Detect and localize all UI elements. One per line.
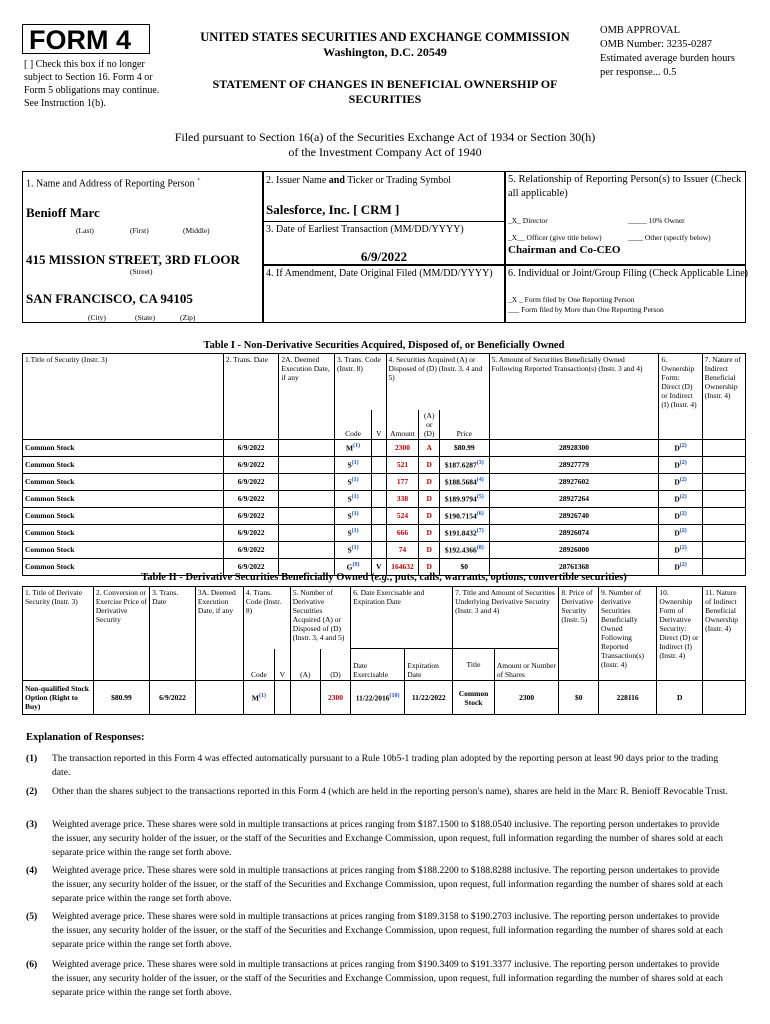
t1-code: $S^{(1)}$ bbox=[335, 507, 372, 524]
t1-v bbox=[372, 524, 386, 541]
t1-title: Common Stock bbox=[23, 456, 224, 473]
t1-code: $S^{(1)}$ bbox=[335, 473, 372, 490]
footnote-text: Weighted average price. These shares were sold in multiple transactions at prices ranging from $190.3409 to $191.3377 inclusive. The reporting person undertakes to provide the issuer, any security holder of the issuer, or the staff of the Securities and Exchange Commission, upon request, full information regarding the number of shares sold at each separate price within the range set forth above. bbox=[52, 959, 723, 998]
footnote-number: (4) bbox=[26, 865, 38, 876]
table1-row bbox=[23, 490, 746, 507]
t1-h2a: 2A. Deemed Execution Date, if any bbox=[279, 354, 335, 440]
t1-date: 6/9/2022 bbox=[223, 507, 279, 524]
explanation-item bbox=[26, 752, 738, 782]
explanation-item bbox=[26, 864, 738, 908]
t1-h4: 4. Securities Acquired (A) or Disposed of (D) (Instr. 3, 4 and 5) bbox=[386, 354, 489, 410]
explanation-item bbox=[26, 818, 738, 862]
state-label: (State) bbox=[135, 313, 155, 322]
box2-label: 2. Issuer Name and Ticker or Trading Symbol bbox=[266, 175, 452, 186]
t1-deemed bbox=[279, 541, 335, 558]
table1-row bbox=[23, 456, 746, 473]
t2-sub-exer: Date Exercisable bbox=[351, 649, 405, 681]
t1-ad: D bbox=[419, 490, 440, 507]
t1-owned: 28926740 bbox=[489, 507, 659, 524]
footnote-number: (5) bbox=[26, 911, 38, 922]
t1-code: $S^{(1)}$ bbox=[335, 541, 372, 558]
t1-title: Common Stock bbox=[23, 524, 224, 541]
t1-deemed bbox=[279, 490, 335, 507]
t1-ad: D bbox=[419, 473, 440, 490]
issuer-name: Salesforce, Inc. [ CRM ] bbox=[266, 202, 400, 217]
owner10-check: _____ 10% Owner bbox=[628, 216, 685, 225]
city-label: (City) bbox=[88, 313, 106, 322]
table1-row bbox=[23, 541, 746, 558]
omb-burden: Estimated average burden hours per response... 0.5 bbox=[600, 53, 735, 78]
footnote-number: (2) bbox=[26, 786, 38, 797]
t2-sub-a: (A) bbox=[290, 649, 320, 681]
t2-u-amount: 2300 bbox=[494, 681, 559, 715]
t1-h1: 1.Title of Security (Instr. 3) bbox=[23, 354, 224, 440]
footnote-text: Weighted average price. These shares were sold in multiple transactions at prices ranging from $187.1500 to $188.0540 inclusive. The reporting person undertakes to provide the issuer, any security holder of the issuer, or the staff of the Securities and Exchange Commission, upon request, full information regarding the number of shares sold at each separate price within the range set forth above. bbox=[52, 819, 723, 858]
t2-sub-title: Title bbox=[453, 649, 495, 681]
t2-code: $M^{(1)}$ bbox=[243, 681, 274, 715]
t1-form: $D^{(2)}$ bbox=[659, 473, 702, 490]
t2-sub-amount: Amount or Number of Shares bbox=[494, 649, 559, 681]
omb-number: OMB Number: 3235-0287 bbox=[600, 39, 712, 50]
t1-amount: 74 bbox=[386, 541, 419, 558]
t1-price: $192.4366$^{(8)}$ bbox=[440, 541, 489, 558]
t1-price: $0 bbox=[440, 558, 489, 575]
t1-deemed bbox=[279, 456, 335, 473]
t1-title: Common Stock bbox=[23, 541, 224, 558]
t1-owned: 28926074 bbox=[489, 524, 659, 541]
statement-title: STATEMENT OF CHANGES IN BENEFICIAL OWNERSHIP OF SECURITIES bbox=[212, 77, 558, 106]
t1-amount: 177 bbox=[386, 473, 419, 490]
t1-date: 6/9/2022 bbox=[223, 524, 279, 541]
t1-title: Common Stock bbox=[23, 439, 224, 456]
table2-title: Table II - Derivative Securities Beneficially Owned (e.g., puts, calls, warrants, options, convertible securities) bbox=[141, 572, 627, 583]
t1-ad: D bbox=[419, 524, 440, 541]
filed-one: _X _ Form filed by One Reporting Person bbox=[508, 295, 635, 304]
explanation-item bbox=[26, 785, 738, 815]
t1-h2: 2. Trans. Date bbox=[223, 354, 279, 440]
t2-sub-code: Code bbox=[243, 649, 274, 681]
t2-sub-exp: Expiration Date bbox=[405, 649, 453, 681]
footnote-number: (3) bbox=[26, 819, 38, 830]
t1-nature bbox=[702, 490, 745, 507]
t1-deemed bbox=[279, 439, 335, 456]
t1-title: Common Stock bbox=[23, 507, 224, 524]
t1-sub-amount: Amount bbox=[386, 410, 419, 440]
t1-ad: D bbox=[419, 507, 440, 524]
t1-v: V bbox=[372, 558, 386, 575]
t1-code: $G^{(9)}$ bbox=[335, 558, 372, 575]
explanation-item bbox=[26, 958, 738, 1002]
table1-title: Table I - Non-Derivative Securities Acquired, Disposed of, or Beneficially Owned bbox=[203, 340, 565, 351]
t2-title: Non-qualified Stock Option (Right to Buy) bbox=[23, 681, 94, 715]
t1-nature bbox=[702, 439, 745, 456]
footnote-text: Other than the shares subject to the transactions reported in this Form 4 (which are held in the reporting person's name), shares are held in the Marc R. Benioff Revocable Trust. bbox=[52, 786, 728, 797]
street-address: 415 MISSION STREET, 3RD FLOOR bbox=[26, 252, 240, 267]
footnote-text: Weighted average price. These shares were sold in multiple transactions at prices ranging from $189.3158 to $190.2703 inclusive. The reporting person undertakes to provide the issuer, any security holder of the issuer, or the staff of the Securities and Exchange Commission, upon request, full information regarding the number of shares sold at each separate price within the range set forth above. bbox=[52, 911, 723, 950]
explanation-item bbox=[26, 910, 738, 954]
sec-title: UNITED STATES SECURITIES AND EXCHANGE COMMISSION bbox=[200, 30, 570, 44]
t1-deemed bbox=[279, 507, 335, 524]
t1-form: $D^{(2)}$ bbox=[659, 541, 702, 558]
t2-owned: 228116 bbox=[598, 681, 656, 715]
t2-h6: 6. Date Exercisable and Expiration Date bbox=[351, 587, 453, 649]
filed-more: ___ Form filed by More than One Reporting Person bbox=[508, 305, 664, 314]
t1-v bbox=[372, 490, 386, 507]
t1-nature bbox=[702, 473, 745, 490]
t2-sub-v: V bbox=[275, 649, 291, 681]
t1-h3: 3. Trans. Code (Instr. 8) bbox=[335, 354, 386, 410]
t1-form: $D^{(2)}$ bbox=[659, 490, 702, 507]
t1-code: $S^{(1)}$ bbox=[335, 456, 372, 473]
t2-h7: 7. Title and Amount of Securities Underlying Derivative Security (Instr. 3 and 4) bbox=[453, 587, 559, 649]
t1-form: $D^{(2)}$ bbox=[659, 507, 702, 524]
t2-exp: 11/22/2022 bbox=[405, 681, 453, 715]
omb-approval: OMB APPROVAL bbox=[600, 25, 681, 36]
first-label: (First) bbox=[130, 226, 149, 235]
table1-row bbox=[23, 473, 746, 490]
footnote-text: Weighted average price. These shares were sold in multiple transactions at prices ranging from $188.2200 to $188.8288 inclusive. The reporting person undertakes to provide the issuer, any security holder of the issuer, or the staff of the Securities and Exchange Commission, upon request, full information regarding the number of shares sold at each separate price within the range set forth above. bbox=[52, 865, 723, 904]
t2-date: 6/9/2022 bbox=[150, 681, 196, 715]
box6-label: 6. Individual or Joint/Group Filing (Check Applicable Line) bbox=[508, 268, 748, 279]
last-label: (Last) bbox=[76, 226, 94, 235]
t1-amount: 521 bbox=[386, 456, 419, 473]
box3-label: 3. Date of Earliest Transaction (MM/DD/YYYY) bbox=[266, 224, 464, 235]
footnote-number: (1) bbox=[26, 753, 38, 764]
city-state-zip: SAN FRANCISCO, CA 94105 bbox=[26, 291, 193, 306]
t2-a bbox=[290, 681, 320, 715]
earliest-transaction-date: 6/9/2022 bbox=[360, 249, 408, 264]
t1-date: 6/9/2022 bbox=[223, 541, 279, 558]
omb-box bbox=[600, 24, 750, 80]
t1-deemed bbox=[279, 473, 335, 490]
table2-row bbox=[23, 681, 746, 715]
t2-h11: 11. Nature of Indirect Beneficial Ownership (Instr. 4) bbox=[703, 587, 746, 681]
t1-deemed bbox=[279, 524, 335, 541]
t1-owned: 28926000 bbox=[489, 541, 659, 558]
t1-sub-price: Price bbox=[440, 410, 489, 440]
t2-h4: 4. Trans. Code (Instr. 8) bbox=[243, 587, 290, 649]
street-label: (Street) bbox=[130, 267, 153, 276]
t1-form: $D^{(2)}$ bbox=[659, 524, 702, 541]
t1-date: 6/9/2022 bbox=[223, 439, 279, 456]
t1-price: $188.5684$^{(4)}$ bbox=[440, 473, 489, 490]
filed-pursuant: Filed pursuant to Section 16(a) of the Securities Exchange Act of 1934 or Section 30(h) of the Investment Company Act of 1940 bbox=[174, 130, 596, 159]
t1-price: $80.99 bbox=[440, 439, 489, 456]
t2-h3: 3. Trans. Date bbox=[150, 587, 196, 681]
t1-code: $S^{(1)}$ bbox=[335, 490, 372, 507]
t2-u-title: Common Stock bbox=[453, 681, 495, 715]
t1-ad: A bbox=[419, 439, 440, 456]
t1-v bbox=[372, 456, 386, 473]
t1-owned: 28761368 bbox=[489, 558, 659, 575]
table1 bbox=[22, 353, 746, 576]
t1-owned: 28927602 bbox=[489, 473, 659, 490]
t2-h10: 10. Ownership Form of Derivative Security: Direct (D) or Indirect (I) (Instr. 4) bbox=[657, 587, 703, 681]
t1-code: $M^{(1)}$ bbox=[335, 439, 372, 456]
t1-amount: 666 bbox=[386, 524, 419, 541]
officer-check: _X__ Officer (give title below) bbox=[508, 233, 602, 242]
t2-conv: $80.99 bbox=[93, 681, 149, 715]
t1-date: 6/9/2022 bbox=[223, 558, 279, 575]
t1-nature bbox=[702, 456, 745, 473]
t1-code: $S^{(1)}$ bbox=[335, 524, 372, 541]
t1-price: $190.7154$^{(6)}$ bbox=[440, 507, 489, 524]
t1-amount: 338 bbox=[386, 490, 419, 507]
t1-sub-code: Code bbox=[335, 410, 372, 440]
t1-ad: D bbox=[419, 558, 440, 575]
t1-h6: 6. Ownership Form: Direct (D) or Indirect (I) (Instr. 4) bbox=[659, 354, 702, 440]
t1-price: $189.9794$^{(5)}$ bbox=[440, 490, 489, 507]
t1-date: 6/9/2022 bbox=[223, 490, 279, 507]
table1-row bbox=[23, 524, 746, 541]
box1-label: 1. Name and Address of Reporting Person * bbox=[26, 178, 201, 190]
t2-h9: 9. Number of derivative Securities Beneficially Owned Following Reported Transaction(s) (Instr. 4) bbox=[598, 587, 656, 681]
t1-date: 6/9/2022 bbox=[223, 456, 279, 473]
t1-amount: 524 bbox=[386, 507, 419, 524]
t2-price: $0 bbox=[559, 681, 599, 715]
table2 bbox=[22, 586, 746, 715]
checkbox-note: [ ] Check this box if no longer subject to Section 16. Form 4 or Form 5 obligations may continue. See Instruction 1(b). bbox=[24, 59, 160, 109]
t1-ad: D bbox=[419, 541, 440, 558]
t1-nature bbox=[702, 524, 745, 541]
box5-label: 5. Relationship of Reporting Person(s) to Issuer (Check all applicable) bbox=[508, 174, 742, 199]
t1-date: 6/9/2022 bbox=[223, 473, 279, 490]
t2-v bbox=[275, 681, 291, 715]
table1-row bbox=[23, 439, 746, 456]
t2-h1: 1. Title of Derivate Security (Instr. 3) bbox=[23, 587, 94, 681]
t2-exer: 11/22/2016$^{(10)}$ bbox=[351, 681, 405, 715]
reporting-person-name: Benioff Marc bbox=[26, 205, 100, 220]
t1-title: Common Stock bbox=[23, 473, 224, 490]
footnote-text: The transaction reported in this Form 4 was effected automatically pursuant to a Rule 10b5-1 trading plan adopted by the reporting person at least 90 days prior to the trading date. bbox=[52, 753, 719, 778]
t1-nature bbox=[702, 541, 745, 558]
t1-nature bbox=[702, 507, 745, 524]
t2-nature bbox=[703, 681, 746, 715]
t1-form: $D^{(2)}$ bbox=[659, 558, 702, 575]
table1-header bbox=[23, 354, 746, 410]
t2-h5: 5. Number of Derivative Securities Acquired (A) or Disposed of (D) (Instr. 3, 4 and 5) bbox=[290, 587, 350, 649]
t1-form: $D^{(2)}$ bbox=[659, 456, 702, 473]
t1-sub-v: V bbox=[372, 410, 386, 440]
t2-deemed bbox=[195, 681, 243, 715]
t2-h8: 8. Price of Derivative Security (Instr. 5) bbox=[559, 587, 599, 681]
t2-h2: 2. Conversion or Exercise Price of Derivative Security bbox=[93, 587, 149, 681]
t1-title: Common Stock bbox=[23, 490, 224, 507]
t1-title: Common Stock bbox=[23, 558, 224, 575]
t2-d: 2300 bbox=[320, 681, 350, 715]
t1-h7: 7. Nature of Indirect Beneficial Ownership (Instr. 4) bbox=[702, 354, 745, 440]
t1-ad: D bbox=[419, 456, 440, 473]
sec-location: Washington, D.C. 20549 bbox=[323, 45, 447, 59]
t1-owned: 28927779 bbox=[489, 456, 659, 473]
table1-row bbox=[23, 507, 746, 524]
t1-owned: 28928300 bbox=[489, 439, 659, 456]
middle-label: (Middle) bbox=[183, 226, 210, 235]
form-title: FORM 4 bbox=[22, 24, 150, 54]
footnote-number: (6) bbox=[26, 959, 38, 970]
other-check: ____ Other (specify below) bbox=[628, 233, 711, 242]
t1-sub-aord: (A) or (D) bbox=[419, 410, 440, 440]
t1-v bbox=[372, 541, 386, 558]
director-check: _X_ Director bbox=[508, 216, 548, 225]
officer-title: Chairman and Co-CEO bbox=[508, 244, 621, 256]
t2-sub-d: (D) bbox=[320, 649, 350, 681]
t2-form: D bbox=[657, 681, 703, 715]
zip-label: (Zip) bbox=[180, 313, 196, 322]
table2-header bbox=[23, 587, 746, 649]
t1-v bbox=[372, 507, 386, 524]
t1-h5: 5. Amount of Securities Beneficially Owned Following Reported Transaction(s) (Instr. 3 and 4) bbox=[489, 354, 659, 440]
t1-owned: 28927264 bbox=[489, 490, 659, 507]
t1-amount: 164632 bbox=[386, 558, 419, 575]
t1-price: $187.6287$^{(3)}$ bbox=[440, 456, 489, 473]
t1-price: $191.8432$^{(7)}$ bbox=[440, 524, 489, 541]
t1-v bbox=[372, 473, 386, 490]
explanation-heading: Explanation of Responses: bbox=[26, 732, 145, 743]
t1-v bbox=[372, 439, 386, 456]
t1-form: $D^{(2)}$ bbox=[659, 439, 702, 456]
box4-label: 4. If Amendment, Date Original Filed (MM/DD/YYYY) bbox=[266, 268, 493, 279]
t2-h3a: 3A. Deemed Execution Date, if any bbox=[195, 587, 243, 681]
t1-amount: 2300 bbox=[386, 439, 419, 456]
